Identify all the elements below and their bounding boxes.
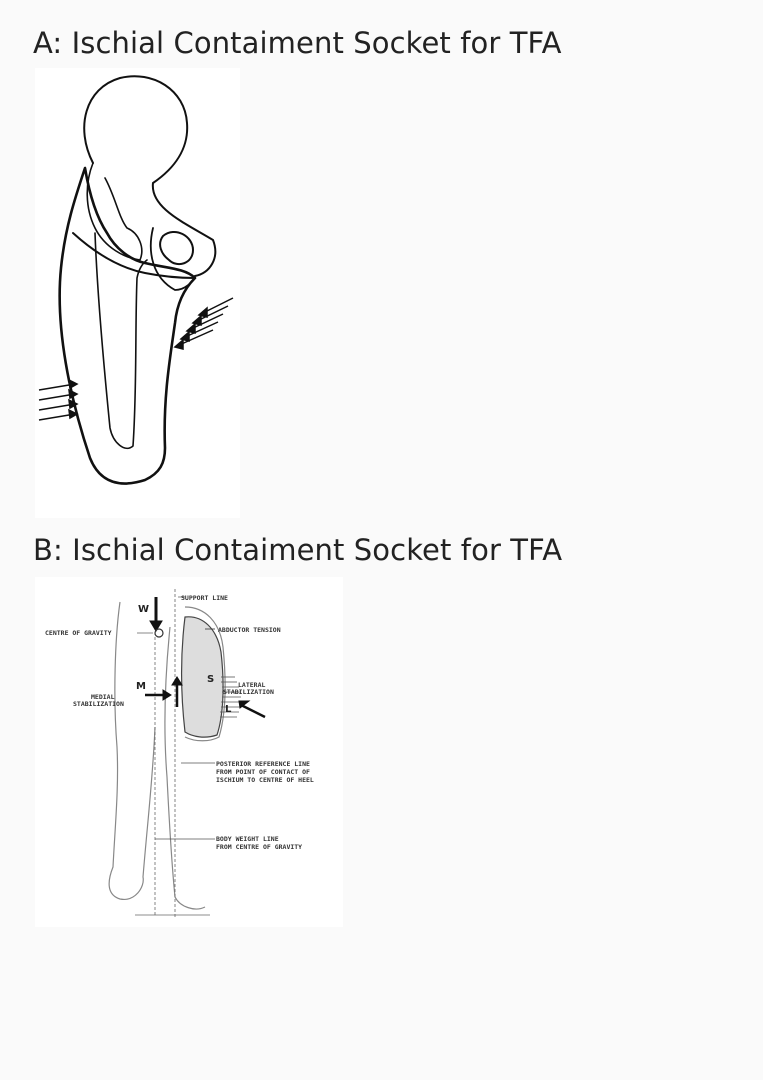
figure-a-heading: A: Ischial Contaiment Socket for TFA: [33, 26, 562, 60]
support-line-label: SUPPORT LINE: [181, 594, 228, 602]
socket-trim-line: [73, 233, 195, 278]
s-label: S: [207, 674, 215, 685]
centre-of-gravity-marker: [155, 629, 163, 637]
abductor-tension-label: ABDUCTOR TENSION: [218, 626, 281, 634]
lateral-stabilization-label-1: LATERAL: [238, 681, 266, 689]
socket-outline: [60, 168, 195, 484]
w-label: W: [138, 604, 150, 615]
body-weight-label-2: FROM CENTRE OF GRAVITY: [216, 843, 303, 851]
force-diagram-illustration: [35, 577, 343, 927]
lateral-pressure-arrows: [39, 380, 77, 420]
posterior-reference-label-3: ISCHIUM TO CENTRE OF HEEL: [216, 776, 314, 784]
centre-of-gravity-label: CENTRE OF GRAVITY: [45, 629, 112, 637]
l-label: L: [225, 704, 232, 715]
m-label: M: [136, 681, 146, 692]
medial-pressure-arrows: [175, 298, 233, 349]
weight-arrow: [150, 597, 162, 631]
lateral-stabilization-label-2: STABILIZATION: [223, 688, 274, 696]
hip-socket-illustration: [35, 68, 240, 518]
medial-stabilization-label-1: MEDIAL: [91, 693, 115, 701]
pelvis-outline: [84, 76, 215, 276]
hip-socket-diagram: [35, 68, 240, 518]
socket-shape: [182, 617, 223, 737]
medial-arrow: [145, 690, 171, 700]
body-weight-label-1: BODY WEIGHT LINE: [216, 835, 279, 843]
posterior-reference-label-1: POSTERIOR REFERENCE LINE: [216, 760, 310, 768]
figure-b-heading: B: Ischial Contaiment Socket for TFA: [33, 533, 563, 567]
medial-stabilization-label-2: STABILIZATION: [73, 700, 124, 708]
posterior-reference-label-2: FROM POINT OF CONTACT OF: [216, 768, 310, 776]
lateral-arrow: [239, 701, 265, 717]
force-diagram: [35, 577, 343, 927]
support-arrow: [172, 677, 182, 707]
obturator-foramen: [160, 232, 193, 264]
